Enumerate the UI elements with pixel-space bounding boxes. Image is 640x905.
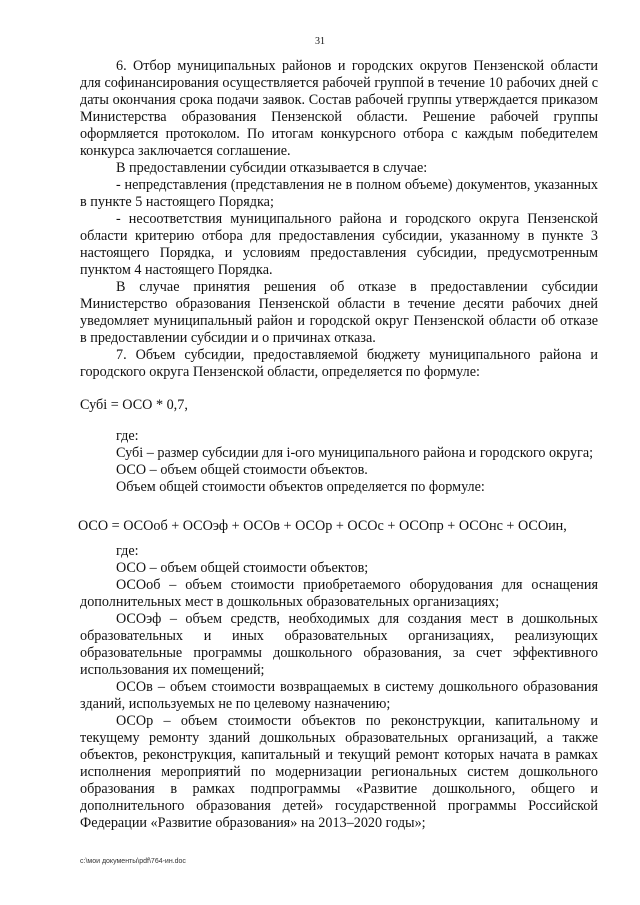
formula-subsidy: Субi = ОСО * 0,7,	[80, 397, 188, 413]
page-number: 31	[315, 36, 325, 47]
paragraph-refusal-notice: В случае принятия решения об отказе в предоставлении субсидии Министерство образования Пензенской области в течение десяти рабочих дней уведомляет муниципальный район и городской округ Пензенской области об отказе в предоставлении субсидии и о причинах отказа.	[80, 279, 598, 346]
paragraph-refusal-item-2: - несоответствия муниципального района и городского округа Пензенской области критерию отбора для предоставления субсидии, указанному в пункте 3 настоящего Порядка, и условиям предоставления субсидии, предусмотренным пунктом 4 настоящего Порядка.	[80, 211, 598, 278]
paragraph-osoob-def: ОСОоб – объем стоимости приобретаемого оборудования для оснащения дополнительных мест в дошкольных образовательных организациях;	[80, 577, 598, 610]
paragraph-where-1: где:	[116, 428, 139, 444]
paragraph-oso-definition: ОСО – объем общей стоимости объектов.	[116, 462, 368, 478]
paragraph-7: 7. Объем субсидии, предоставляемой бюджету муниципального района и городского округа Пензенской области, определяется по формуле:	[80, 347, 598, 380]
paragraph-osov-def: ОСОв – объем стоимости возвращаемых в систему дошкольного образования зданий, используемых не по целевому назначению;	[80, 679, 598, 712]
paragraph-osor-def: ОСОр – объем стоимости объектов по реконструкции, капитальному и текущему ремонту зданий дошкольных образовательных организаций, а также объектов, реконструкция, капитальный и текущий ремонт которых начата в рамках исполнения мероприятий по модернизации региональных систем дошкольного образования в рамках подпрограммы «Развитие дошкольного, общего и дополнительного образования детей» государственной программы Российской Федерации «Развитие образования» на 2013–2020 годы»;	[80, 713, 598, 831]
paragraph-refusal-item-1: - непредставления (представления не в полном объеме) документов, указанных в пункте 5 настоящего Порядка;	[80, 177, 598, 210]
paragraph-oso-def: ОСО – объем общей стоимости объектов;	[116, 560, 369, 576]
footer-file-path: c:\мои документы\pdf\764-ин.doc	[80, 858, 186, 865]
paragraph-6: 6. Отбор муниципальных районов и городских округов Пензенской области для софинансирования осуществляется рабочей группой в течение 10 рабочих дней с даты окончания срока подачи заявок. Состав рабочей группы утверждается приказом Министерства образования Пензенской области. Решение рабочей группы оформляется протоколом. По итогам конкурсного отбора с каждым победителем конкурса заключается соглашение.	[80, 58, 598, 159]
document-body-top	[80, 58, 598, 496]
paragraph-where-2: где:	[116, 543, 139, 559]
paragraph-osoef-def: ОСОэф – объем средств, необходимых для создания мест в дошкольных образовательных и иных образовательных организациях, реализующих образовательные программы дошкольного образования, за счет эффективного использования их помещений;	[80, 611, 598, 678]
paragraph-oso-formula-intro: Объем общей стоимости объектов определяется по формуле:	[116, 479, 485, 495]
document-body-bottom	[80, 543, 598, 832]
paragraph-sub-definition: Субi – размер субсидии для i-ого муниципального района и городского округа;	[116, 445, 594, 461]
formula-oso: ОСО = ОСОоб + ОСОэф + ОСОв + ОСОр + ОСОс + ОСОпр + ОСОнс + ОСОин,	[78, 518, 567, 534]
paragraph-refusal-intro: В предоставлении субсидии отказывается в случае:	[116, 160, 428, 176]
